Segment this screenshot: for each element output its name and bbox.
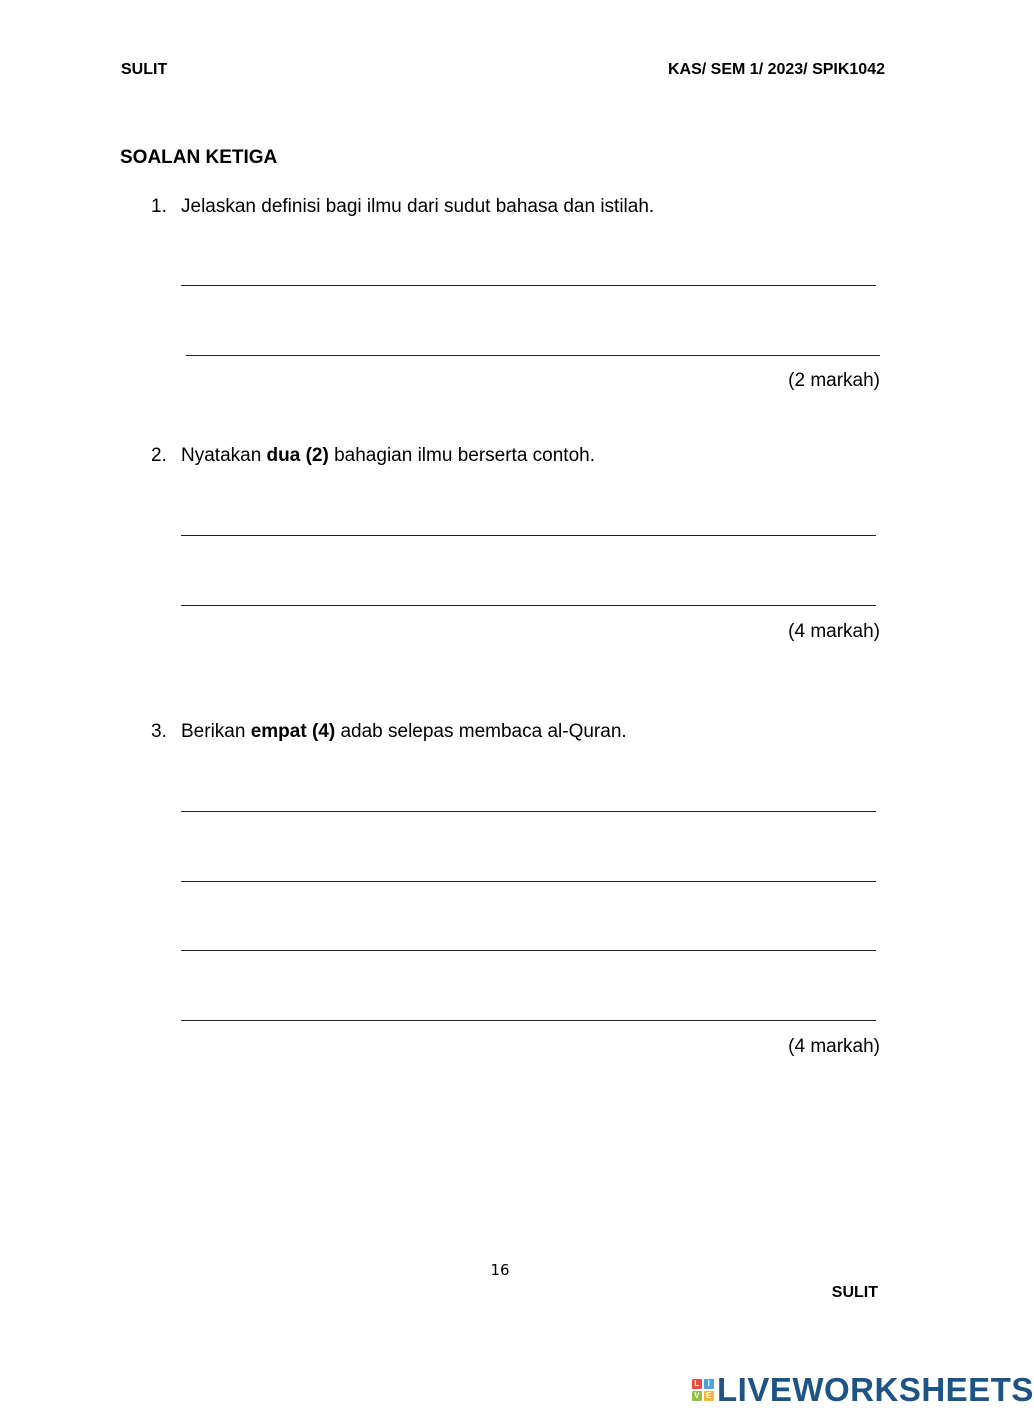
question-number: 1. bbox=[151, 196, 167, 217]
answer-line[interactable] bbox=[186, 355, 880, 356]
header-course-code: KAS/ SEM 1/ 2023/ SPIK1042 bbox=[668, 61, 885, 78]
question-text: Berikan bbox=[181, 721, 251, 742]
question-number: 3. bbox=[151, 721, 167, 742]
page-number: 16 bbox=[490, 1261, 510, 1279]
question-text-after: bahagian ilmu berserta contoh. bbox=[328, 445, 595, 466]
answer-line[interactable] bbox=[181, 285, 876, 286]
question-text: Jelaskan definisi bagi ilmu dari sudut bahasa dan istilah. bbox=[181, 196, 655, 217]
footer-classification: SULIT bbox=[831, 1284, 878, 1301]
mark-letter: V bbox=[692, 1391, 702, 1401]
question-text: Nyatakan bbox=[181, 445, 267, 466]
answer-line[interactable] bbox=[181, 605, 876, 606]
liveworksheets-logo bbox=[692, 1371, 1034, 1409]
answer-line[interactable] bbox=[181, 950, 876, 951]
answer-line[interactable] bbox=[181, 1020, 876, 1021]
answer-line[interactable] bbox=[181, 881, 876, 882]
question-2 bbox=[151, 445, 595, 467]
mark-letter: E bbox=[704, 1391, 714, 1401]
mark-letter: L bbox=[692, 1379, 702, 1389]
liveworksheets-brand: LIVEWORKSHEETS bbox=[717, 1371, 1034, 1408]
section-title: SOALAN KETIGA bbox=[120, 147, 278, 168]
marks-label: (4 markah) bbox=[788, 621, 880, 642]
answer-line[interactable] bbox=[181, 535, 876, 536]
liveworksheets-mark-icon bbox=[692, 1379, 714, 1401]
marks-label: (2 markah) bbox=[788, 370, 880, 391]
question-3 bbox=[151, 721, 627, 743]
question-text-after: adab selepas membaca al-Quran. bbox=[335, 721, 627, 742]
answer-line[interactable] bbox=[181, 811, 876, 812]
question-emphasis: dua (2) bbox=[266, 445, 329, 466]
mark-letter: I bbox=[704, 1379, 714, 1389]
question-1 bbox=[151, 196, 654, 218]
header-classification: SULIT bbox=[121, 61, 168, 78]
question-number: 2. bbox=[151, 445, 167, 466]
question-emphasis: empat (4) bbox=[250, 721, 336, 742]
marks-label: (4 markah) bbox=[788, 1036, 880, 1057]
